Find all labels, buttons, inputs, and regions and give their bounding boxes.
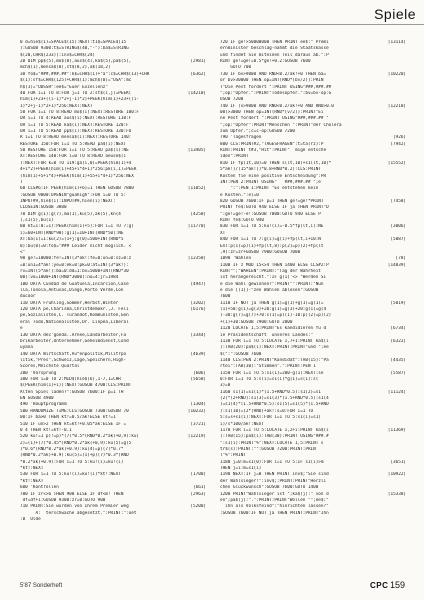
code-text: T"Die Pest fordert ":PRINT USING"###,###.## bbox=[220, 84, 332, 90]
code-text: 50 FOR i=1 TO 8:READ mo$(i):NEXT:RESTORE 100:F bbox=[20, 109, 139, 115]
code-text: )-30:g(7)=g(7)+70:s(1)=p)(1)-10:p)(2)=p)(2) bbox=[220, 313, 332, 319]
checksum: [11124] bbox=[387, 389, 406, 395]
checksum: [11369] bbox=[387, 427, 406, 433]
code-text: INPUT#9,hie$(i):INPUT#9,hien(i):NEXT: bbox=[20, 198, 116, 204]
code-text: 1160 s1(1)=s1(1)*(1.5+RND*0.5):s1(2)=s1 bbox=[220, 389, 321, 395]
code-text: 0 4 THEN kt!=kt!-0.1 bbox=[20, 427, 72, 433]
code-text: 1120 LOCATE 1,5:PRINT"Es kandidieren fü d bbox=[220, 326, 327, 332]
code-text: (1)+50:g(1)=g(3)+20:g(1)=g(3)+20:g(1)=g(4 bbox=[220, 307, 327, 313]
code-text: RESTORE 150:FOR i=1 TO 5:READ pa$(i):NEXT bbox=[20, 141, 127, 147]
code-text: $(20,CHR$(233)):inv$=CHR$(24) bbox=[20, 52, 96, 58]
checksum: [5200] bbox=[190, 504, 206, 510]
code-text: ie Präsidentschaft unseres Landes:" bbox=[220, 332, 314, 338]
code-text: 1200 PRINT"Wahlsieger ist ";ka$(j):" von d bbox=[220, 491, 329, 497]
code-text: 90 ge!=10000:fe!=INT(3*ak!:fe=0:un=0:sz=0:z bbox=[20, 256, 132, 262]
code-text: e die [(1)]-"zen Wahlen ablesen":GOSUB bbox=[220, 288, 319, 294]
code-text: 1110 IF NOT ja THEN g(1)=g(1)+g(1)=g(1)= bbox=[220, 300, 324, 306]
checksum: [3344] bbox=[190, 332, 206, 338]
code-text: 200 'Vorsprung bbox=[20, 370, 57, 376]
code-text: uyana bbox=[20, 345, 33, 351]
checksum: [5587] bbox=[390, 370, 406, 376]
code-text: ist herangereicht.":IF g(1)'<> "Werden Si bbox=[220, 275, 327, 281]
code-text: (2)*(2+RND):s1(3)=s1(3)*(1.5+RND*0.5):s1(4 bbox=[220, 396, 329, 402]
code-text: A: terschwäche abgesetzt.":PRINT:":oet bbox=[20, 510, 137, 516]
checksum: [3651] bbox=[390, 459, 406, 465]
header-rule bbox=[0, 24, 424, 25]
checksum: [11052] bbox=[187, 186, 206, 192]
code-text: XT:RESTORE 140:FOR i=0 TO 8:READ aeuse$(i bbox=[20, 154, 127, 160]
code-text: RINT fe$:GOTO 940 bbox=[220, 218, 264, 224]
code-text: <" bbox=[20, 249, 26, 255]
code-text: 490 'Hauptprogramm bbox=[20, 402, 67, 408]
code-text: $(":":GOSUB 7600 bbox=[220, 351, 262, 357]
checksum: [1304] bbox=[190, 402, 206, 408]
code-text: i)/s*100/ak!:NEXT bbox=[220, 421, 264, 427]
checksum: [6734] bbox=[390, 326, 406, 332]
code-text: XT bbox=[220, 230, 226, 236]
code-text: 20 DIM pp$(5),mo$(8),aus$(4),ka$(5),pa$(5), bbox=[20, 59, 132, 65]
code-text: eral Todo,Nationalisten,Dr. Linpea,Liberal bbox=[20, 319, 129, 325]
checksum: [6176] bbox=[190, 307, 206, 313]
code-text: OSUB 7200 bbox=[220, 97, 244, 103]
code-text: 5*ak!)/(15*ak!))*0.8+RND*0.2):CLS:PRINT bbox=[220, 167, 321, 173]
code-text: )*0.6*(RND*0.2*ak)+0.9):ku(4)=p)(7)*0.7* bbox=[20, 447, 124, 452]
code-text: der Wahlsieger!":inv$;:PRINT:PRINT"Herzli bbox=[220, 478, 327, 484]
code-text: 1090 'Wahlen bbox=[220, 256, 252, 262]
checksum: [6322] bbox=[390, 338, 406, 344]
code-text: OR i=1 TO 5:READ pp$(i):NEXT:RESTORE 130:FO bbox=[20, 129, 132, 135]
code-text: ):GOSUB 9300:t$=STRING$(40,"-"):ba$=STRING bbox=[20, 46, 129, 52]
code-text: 80 kt=1:0:=1):PEEK(him(1)+5):FOR i=1 TO 7:g( bbox=[20, 224, 134, 230]
code-text: 30 fo$="###,###.##":k$=CHR$(1)+"a":c$=CHR$(13)+CHR bbox=[20, 71, 150, 77]
code-text: 5:s=s+s1(i):NEXT:FOR i=1 TO 5:s1(i)=s1( bbox=[220, 415, 321, 421]
checksum: [12350] bbox=[187, 256, 206, 262]
code-text: 1190 NEXT:IF j=0 THEN PRINT inv$;"Sie sind bbox=[220, 472, 329, 478]
code-text: Kosten fie eine positive Entscheidung":PR bbox=[220, 173, 327, 179]
footer-issue: 5'87 Sonderheft bbox=[20, 583, 63, 589]
checksum: [1700] bbox=[190, 472, 206, 478]
checksum: [12210] bbox=[387, 103, 406, 109]
code-text: 00):vo=1000+INT(RND*3000):no=4:jr=1984 bbox=[20, 275, 119, 281]
checksum: [2981] bbox=[190, 59, 206, 65]
code-text: e die Wahl gewinnen?":PRINT"":PRINT:"Nun bbox=[220, 281, 324, 287]
code-text: i)=60+INT(RND*90):g(1)=10+INT(RND*50):NE bbox=[20, 230, 124, 236]
code-text: chen Glückwunsch":GOSUB 7600:GOTO 1400 bbox=[220, 485, 319, 491]
code-text: rv=INT(5*ak!):ba=0:dd=1:bv=5000+INT(RND*30 bbox=[20, 268, 129, 274]
code-text: :0 Olde bbox=[20, 516, 41, 522]
code-text: mch$(1),mensa$(8),st$(8,2),a$(18,2) bbox=[20, 65, 111, 71]
code-text: 70 DIM g(1):g(7),ma(1),ku(5),ak(5),kn(4 bbox=[20, 211, 121, 217]
code-text: :GOSUB 9000:OPENIN"guahigh":FOR i=0 TO 5: bbox=[20, 192, 127, 198]
code-text: RINT"";"WAHLEN":PRINT:"Tag der Wahrheit bbox=[220, 268, 321, 274]
code-text: ducoor bbox=[20, 294, 36, 300]
code-text: lla,Tonola,Antusas,Diego,Porto Verde,Con bbox=[20, 288, 124, 294]
checksum: [3202] bbox=[190, 300, 206, 306]
code-text: 790 'Tagesfragen bbox=[220, 135, 262, 141]
code-text: 840 FOR i=1 TO 7:g(i)=g(i)+fp(lt,i+10:N bbox=[220, 237, 321, 243]
code-text: pe,Sozialisten,C. Turandot,Kommunisten,Gen bbox=[20, 313, 129, 319]
code-text: ,9):zr=zr+GOSUB 7900:GOSUB 7000 bbox=[220, 249, 301, 255]
code-text: 120 DATA pe,Charisma,Christdemokr.,J. Feli bbox=[20, 307, 129, 313]
code-text: h$(1)="UDSSR":ee$="Euer Exzellenz" bbox=[20, 84, 108, 90]
listing-column-right bbox=[220, 40, 406, 568]
code-text: RINT:PRINT t#3,"Hit":PRINT" mige entsche bbox=[220, 148, 327, 154]
code-text: $(1):sf$=CHR$(125)+CHR$(1):mch$(0)="USA":mc bbox=[20, 78, 132, 84]
code-text: him(1)+23+((i-1)*2+j-1)*2)+PEEK(him(1)+23+((i- bbox=[20, 97, 139, 103]
code-text: 00:IF ba>0 THEN kt!=0.5/ak!ELSE kt!=1 bbox=[20, 415, 116, 421]
section-title: Spiele bbox=[374, 6, 416, 22]
checksum: [13405] bbox=[187, 148, 206, 154]
checksum: [4250] bbox=[190, 211, 206, 217]
code-text: ernminister beschlag-nahmt die Staatskasse bbox=[220, 46, 329, 52]
code-text: 110 DATA Frühling,Sommer,Herbst,Winter bbox=[20, 300, 119, 306]
checksum: [15552] bbox=[387, 160, 406, 166]
code-text: tr$(s):PRINT:"":GOSUB 7200:PRINT:PRIN bbox=[220, 447, 316, 452]
code-text: T bbox=[20, 179, 23, 185]
code-text: INT:PEN 2:PRINT USING" ###,###.## ";e bbox=[220, 179, 321, 185]
code-text: 1130 FOR i=1 TO 5:LOCATE 1,7+1:PRINT ka$(i bbox=[220, 338, 329, 344]
checksum: [4947] bbox=[190, 281, 206, 287]
code-text: =0:un1=4*ak!:ye=0:ek=0:pk=0:at=INT(3*ak!): bbox=[20, 262, 129, 268]
code-text: ),s1(5),bu(1) bbox=[20, 218, 54, 224]
code-text: +(1)+30:GOSUB 7900:GOTO 2000 bbox=[220, 319, 293, 325]
checksum: [2963] bbox=[190, 491, 206, 497]
code-text: 0:FOR i=1 TO 5:s(i)=s1(i)*g(1)=s(1):s( bbox=[220, 377, 319, 383]
checksum: [12219] bbox=[187, 434, 206, 440]
code-text: :GOSUB 7600:IF NOT ja THEN PRINT:PRINT"Ihn bbox=[220, 510, 329, 516]
code-text: 00)>3000 THEN op=INT(RND*(v/2)):PRINT"Ei bbox=[220, 109, 324, 115]
code-text: 710 PRINT:Sie wurden von Ihrem Premier weg bbox=[20, 504, 129, 510]
code-text: ":":PEN 1:PRINT "Es entstehen kein bbox=[220, 186, 319, 192]
code-text: 140 DATA Wirtschaft,Au^enpolitik,Militrpo bbox=[20, 351, 127, 357]
checksum: [606] bbox=[193, 370, 206, 376]
code-text: 730 IF bv>9000 AND RND<0.2/ak!+0 THEN ba= bbox=[220, 71, 327, 77]
checksum: [5087] bbox=[390, 237, 406, 243]
listing-line bbox=[220, 511, 406, 517]
code-text: e bbox=[20, 326, 23, 332]
code-text: 130 DATA dec'gonda..Arnee,Landarbeiter,Fa bbox=[20, 332, 127, 338]
code-text: GOTO 700 bbox=[220, 65, 252, 71]
code-text: 810 IF fp(1t,10)=0 THEN s(lt,10)+s1(lt,10)* bbox=[220, 160, 332, 166]
code-text: RINT ge!=ge!=0.5*ge!+0.2:GOSUB 7600 bbox=[220, 59, 311, 65]
checksum: [3721] bbox=[190, 421, 206, 427]
checksum: [14210] bbox=[187, 90, 206, 96]
code-text: 1170 FOR i=1 TO 5:LOCATE 1,2+i:PRINT ka$(i bbox=[220, 427, 329, 433]
code-text: 820 GOSUB 7600:IF p=1 THEN ge!=ge!*PRINT bbox=[220, 198, 324, 204]
code-text: 1)*2+j-1)*2+1)*256:NEXT:NEXT bbox=[20, 103, 93, 109]
checksum: [15338] bbox=[387, 491, 406, 497]
code-text: 1140 CLS:PEN 2:PRINT"Kandidat":TAB(15):"Pa bbox=[220, 357, 329, 363]
code-text: df=df+1:GOSUB 9300:zr=0:GOTO 900 bbox=[20, 497, 106, 503]
checksum: [926] bbox=[393, 135, 406, 141]
code-text: 530 FOR i=1 TO 5:ku!(i)=ku!(i)*kt!:NEXT bbox=[20, 472, 121, 478]
code-text: ";op:"Opfer":PRINT"Menschen ":PRINT"der Cholera bbox=[220, 122, 342, 128]
code-text: 4+i*2)+PEEK(him(1)+45+i*4+1)*256:pk(i,1)=PEEK bbox=[20, 167, 137, 173]
code-text: *0.2*ak(+0.9):FOR i=1 TO 5:ku!(i)=ku!(i) bbox=[20, 459, 124, 465]
code-text: 740 IF (v>9000 AND RND<0.2/ak!+0 AND RND>0.0 bbox=[220, 103, 334, 109]
checksum: [10220] bbox=[387, 71, 406, 77]
checksum: [5019] bbox=[390, 300, 406, 306]
checksum: [13114] bbox=[387, 40, 406, 45]
code-text: PRINT fe$:GOTO 940 ELSE IF ja THEN PRINT"D bbox=[220, 205, 329, 211]
code-text: 800 CLS:PRINT#2,"TAGESFRAGEN":t=ta(rz):P bbox=[220, 141, 324, 147]
code-text: Alten Spiel laden?":GOSUB 7600:IF p=1 TH bbox=[20, 389, 124, 395]
code-text: *kt!:NEXT bbox=[20, 478, 44, 484]
footer-brand-logo: CPC bbox=[370, 581, 389, 590]
code-text: rtei":TAB(30):"Stimmen".":PRINT:PEN 1 bbox=[220, 364, 316, 370]
checksum: [5658] bbox=[190, 377, 206, 383]
checksum: [3006] bbox=[390, 224, 406, 230]
listing-column-left bbox=[20, 40, 206, 568]
code-text: 1150 FOR i=1 TO 5:s1(1)=200-g(1):NEXT:se bbox=[220, 370, 324, 376]
code-text: 520 ku!=1 p)!=p)*(7)*0.5*(RND*0.2*ak(+0,9):ku( bbox=[20, 434, 139, 440]
code-text: ":ge!=ge!-e!:GOSUB 7000:GOTO 940 ELSE P bbox=[220, 211, 321, 217]
code-text: XT:ba(1)=1:ku(2)=(1+j:g(0)=500+INT(RND*5 bbox=[20, 237, 124, 243]
footer-page-number: 159 bbox=[390, 580, 406, 590]
code-text: 300 FOR i=0 TO 2:MID$(hie$(6),1-7,1=CHR bbox=[20, 377, 121, 383]
checksum: [10232] bbox=[187, 408, 206, 414]
checksum: [7458] bbox=[390, 198, 406, 204]
code-text: zum Opfer.";c=c-op:GOSUB 7200 bbox=[220, 129, 296, 135]
checksum: [10922] bbox=[387, 472, 406, 478]
checksum: [7942] bbox=[390, 141, 406, 147]
code-text: iden":PRINT bbox=[220, 154, 249, 160]
code-text: 100 DATA Cundad de Guatuela,Incarcion,Case bbox=[20, 281, 129, 287]
code-text: (him(1)+5+i*4)+PEEK(him(1)+55+i*4+1)*256:NEX bbox=[20, 173, 134, 179]
code-text: en";pa$(j):".":PRINT:PRINT"Wollen "";ee$:" bbox=[220, 497, 329, 503]
code-text: ihn als Volksfeind":"hinrichten lassen?" bbox=[220, 504, 329, 510]
code-text: 50 RESTORE 150:FOR i=1 TO 5:READ pa$(i):NE bbox=[20, 148, 129, 154]
checksum: [6362] bbox=[190, 71, 206, 77]
code-text: 600 'Kontrollen bbox=[20, 485, 59, 491]
code-text: 830 FOR i=1 TO 5:ku!(i)=-0.5*fp(lt,i):NE bbox=[220, 224, 324, 230]
code-text: 0 d=hie$(1)=SPACE$(15):NEXT:t1$=SPACE$(15 bbox=[20, 40, 127, 45]
checksum: [78] bbox=[395, 256, 406, 262]
code-text: OR i=1 TO 4:READ aus$(i):NEXT:RESTORE 110:F bbox=[20, 116, 132, 122]
code-text: EN GOSUB 4900 bbox=[20, 396, 54, 402]
code-text: 720 IF ge!>50000000 THEN PRINT ee$:" Premi bbox=[220, 40, 329, 45]
code-text: or bv>30000 THEN op=INT(RND*(bv/2)):PRIN bbox=[220, 78, 324, 84]
code-text: *kt!:NEXT bbox=[20, 466, 44, 472]
code-text: CLOSEIN:GOSUB 3800 bbox=[20, 205, 67, 211]
code-text: ):TAB(20):pa$(i):NEXT:PRINT:PRINT"und ";ee bbox=[220, 345, 329, 351]
code-text: $(PEEK(him(1)+i)):NEXT:GOSUB 4700:CLS:PRINT bbox=[20, 383, 132, 389]
code-text: 1180 j=0:m=s1(0):FOR i=1 TO 5:IF s1(i)>m bbox=[220, 459, 324, 465]
checksum: [4639] bbox=[190, 351, 206, 357]
code-text: 60 CLS#6:IF PEEK(him(1)+6)=1 THEN GOSUB 7800 bbox=[20, 186, 134, 192]
code-text: THEN j=i:m=s1(i) bbox=[220, 466, 262, 472]
code-text: 510 IF un>2 THEN kt=kt!+0.05*ak:ELSE IF = bbox=[20, 421, 127, 427]
code-text: e Kosten.":e)=0 bbox=[220, 192, 259, 198]
code-text: 700 IF zr<>6 THEN 900 ELSE IF df<m! THEN bbox=[20, 491, 124, 497]
code-text: OR i=1 TO 5:READ ka$(i):NEXT:RESTORE 120:F bbox=[20, 122, 129, 128]
checksum: [11770] bbox=[187, 224, 206, 230]
code-text: Scores,Mnichste Quartal bbox=[20, 364, 80, 370]
code-text: litik,"Pres",Schweiz,Lage,Speichern,High- bbox=[20, 357, 127, 363]
code-text: )=s1(4)*(1.5+RND*0.5):s1(5)=s1(5)*(1.5+RND bbox=[220, 402, 329, 408]
code-text: ):TAB(15):pa$(i):TAB(30):PRINT USING"###.# bbox=[220, 434, 329, 440]
code-text: EXT:p(1)=p)(1)+fp(lt,8):p(2)=p)(2)+fp(lt bbox=[220, 243, 324, 249]
checksum: [4435] bbox=[390, 357, 406, 363]
code-text: ne Pest fordert ":PRINT USING"###,###.## " bbox=[220, 116, 329, 122]
code-text: brikarbeiter,Unternehmer,Geheimdienst,Cond bbox=[20, 338, 129, 344]
code-text: ):NEXT:FOR k=0 TO 119:ga(i,0)=PEEK(him(1)+4 bbox=[20, 160, 132, 166]
code-text: 1100 IF z MOD 15<>4 THEN 1400 ELSE CLS#2:P bbox=[220, 262, 329, 268]
code-text: 40 FOR i=1 TO 8:FOR j=1 TO 2:st$(i,j)=PEEK( bbox=[20, 90, 132, 96]
code-text: 500 RANDOMIZE TIME:CLS:GOSUB 7300:GOSUB 70 bbox=[20, 408, 129, 414]
code-text: ):s1(10)=(2*(RND)+ak!:s=0:FOR i=1 TO bbox=[220, 408, 314, 414]
code-text: (RND*0.2*ak)+0.9):ku(5)=(1)+p)(7)*0.3*(RND bbox=[20, 453, 129, 459]
code-text: R i=1 TO 8:READ mensa$(i):NEXT:RESTORE 140: bbox=[20, 135, 132, 141]
listing-line bbox=[20, 517, 206, 523]
code-text: ":s1(i):PRINT"%":NEXT:LOCATE 1,5:PRINT s bbox=[220, 440, 324, 446]
code-text: ";op:"Opfer.":PRINT"Todesopfer.":bv=bv-op:G bbox=[220, 90, 332, 96]
checksum: [14839] bbox=[387, 262, 406, 268]
code-text: 3)=0 bbox=[220, 383, 231, 389]
code-text: und findet Sie miteinen Teil daraus ab.":P bbox=[220, 52, 329, 58]
code-text: T"%":PRINT bbox=[220, 453, 246, 459]
code-text: 2)=(1)+(7)*0.45*(RND*0.2*ak(+0,9):ku(5)=g(5 bbox=[20, 440, 132, 446]
code-text: 0):bu(0)=0:fo$="### Leider nicht möglich. < bbox=[20, 243, 132, 249]
checksum: [661] bbox=[193, 485, 206, 491]
code-text: 7600 bbox=[220, 294, 231, 300]
